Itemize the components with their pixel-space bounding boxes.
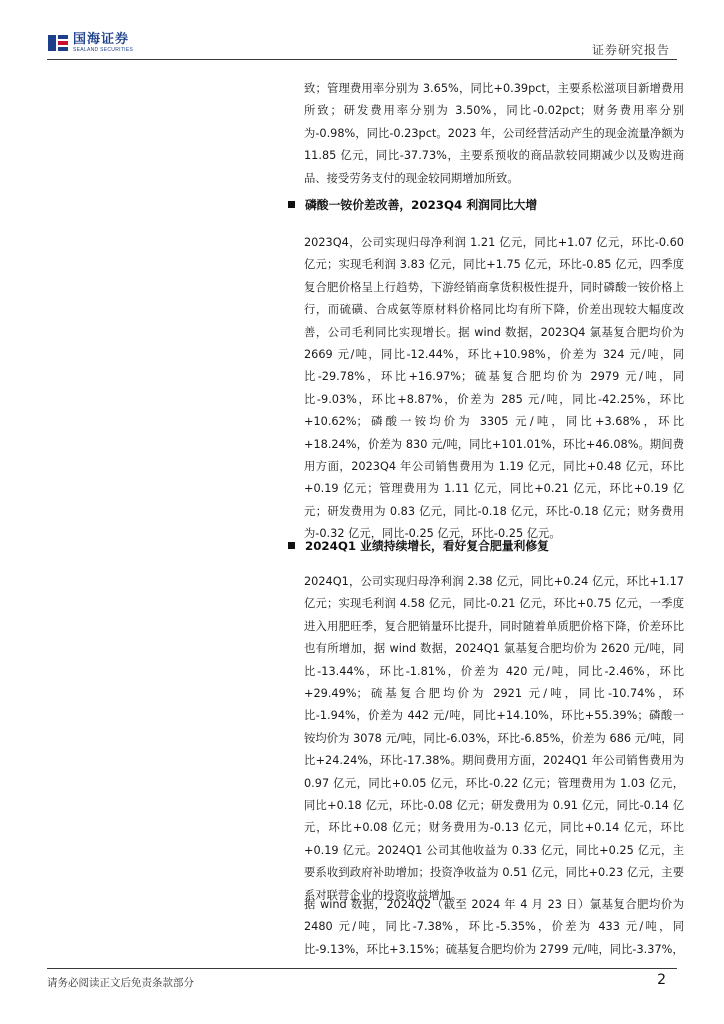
- section-heading-text: 磷酸一铵价差改善，2023Q4 利润同比大增: [305, 198, 538, 212]
- paragraph-2023q4-results: 2023Q4，公司实现归母净利润 1.21 亿元，同比+1.07 亿元，环比-0.60 亿元；实现毛利润 3.83 亿元，同比+1.75 亿元，环比-0.85 亿元，四季度复合肥价格呈上行趋势，下游经销商拿货积极性提升，同时磷酸一铵价格上行，而硫磺、合成氨等原材料价格同比均有所下降，价差出现较大幅度改善，公司毛利同比实现增长。据 wind 数据，2023Q4 氯基复合肥均价为 2669 元/吨，同比-12.44%，环比+10.98%，价差为 324 元/吨，同比-29.78%，环比+16.97%；硫基复合肥均价为 2979 元/吨，同比-9.03%，环比+8.87%，价差为 285 元/吨，同比-42.25%，环比+10.62%；磷酸一铵均价为 3305 元/吨，同比+3.68%，环比+18.24%，价差为 830 元/吨，同比+101.01%，环比+46.08%。期间费用方面，2023Q4 年公司销售费用为 1.19 亿元，同比+0.48 亿元，环比+0.19 亿元；管理费用为 1.11 亿元，同比+0.21 亿元，环比+0.19 亿元；研发费用为 0.83 亿元，同比-0.18 亿元，环比-0.18 亿元；财务费用为-0.32 亿元，同比-0.25 亿元，环比-0.25 亿元。: [304, 236, 684, 541]
- paragraph-expense-ratios: 致；管理费用率分别为 3.65%，同比+0.39pct，主要系松滋项目新增费用所致；研发费用率分别为 3.50%，同比-0.02pct；财务费用率分别为-0.98%，同比-0.23pct。2023 年，公司经营活动产生的现金流量净额为 11.85 亿元，同比-37.73%，主要系预收的商品款较同期减少以及购进商品、接受劳务支付的现金较同期增加所致。: [304, 82, 684, 185]
- page-header: [0, 0, 724, 66]
- sealand-logo-icon: [47, 32, 69, 54]
- section-heading-2024q1: [288, 537, 549, 554]
- square-bullet-icon: [288, 542, 295, 549]
- paragraph-2024q2-prices: 据 wind 数据，2024Q2（截至 2024 年 4 月 23 日）氯基复合肥均价为 2480 元/吨，同比-7.38%，环比-5.35%，价差为 433 元/吨，同比-9.13%，环比+3.15%；硫基复合肥均价为 2799 元/吨，同比-3.37%，: [304, 898, 684, 956]
- logo-english-name: SEALAND SECURITIES: [73, 46, 134, 53]
- header-divider: [47, 59, 677, 60]
- section-heading-2023q4: [288, 196, 537, 213]
- square-bullet-icon: [288, 201, 295, 208]
- section-heading-text: 2024Q1 业绩持续增长，看好复合肥量利修复: [305, 539, 549, 553]
- paragraph-2024q1-results: 2024Q1，公司实现归母净利润 2.38 亿元，同比+0.24 亿元，环比+1.17 亿元；实现毛利润 4.58 亿元，同比-0.21 亿元，环比+0.75 亿元，一季度进入用肥旺季，复合肥销量环比提升，同时随着单质肥价格下降，价差环比也有所增加，据 wind 数据，2024Q1 氯基复合肥均价为 2620 元/吨，同比-13.44%，环比-1.81%，价差为 420 元/吨，同比-2.46%，环比+29.49%；硫基复合肥均价为 2921 元/吨，同比-10.74%，环比-1.94%，价差为 442 元/吨，同比+14.10%，环比+55.39%；磷酸一铵均价为 3078 元/吨，同比-6.03%，环比-6.85%，价差为 686 元/吨，同比+24.24%，环比-17.38%。期间费用方面，2024Q1 年公司销售费用为 0.97 亿元，同比+0.05 亿元，环比-0.22 亿元；管理费用为 1.03 亿元，同比+0.18 亿元，环比-0.08 亿元；研发费用为 0.91 亿元，同比-0.14 亿元，环比+0.08 亿元；财务费用为-0.13 亿元，同比+0.14 亿元，环比+0.19 亿元。2024Q1 公司其他收益为 0.33 亿元，同比+0.25 亿元，主要系收到政府补助增加；投资净收益为 0.51 亿元，同比+0.23 亿元，主要系对联营企业的投资收益增加。: [304, 575, 684, 902]
- footer-divider: [47, 968, 677, 969]
- footer-disclaimer: 请务必阅读正文后免责条款部分: [47, 977, 194, 989]
- report-type-label: 证券研究报告: [591, 43, 670, 57]
- logo-chinese-name: 国海证券: [73, 31, 130, 47]
- company-logo: [47, 32, 133, 54]
- page-number: 2: [657, 972, 666, 988]
